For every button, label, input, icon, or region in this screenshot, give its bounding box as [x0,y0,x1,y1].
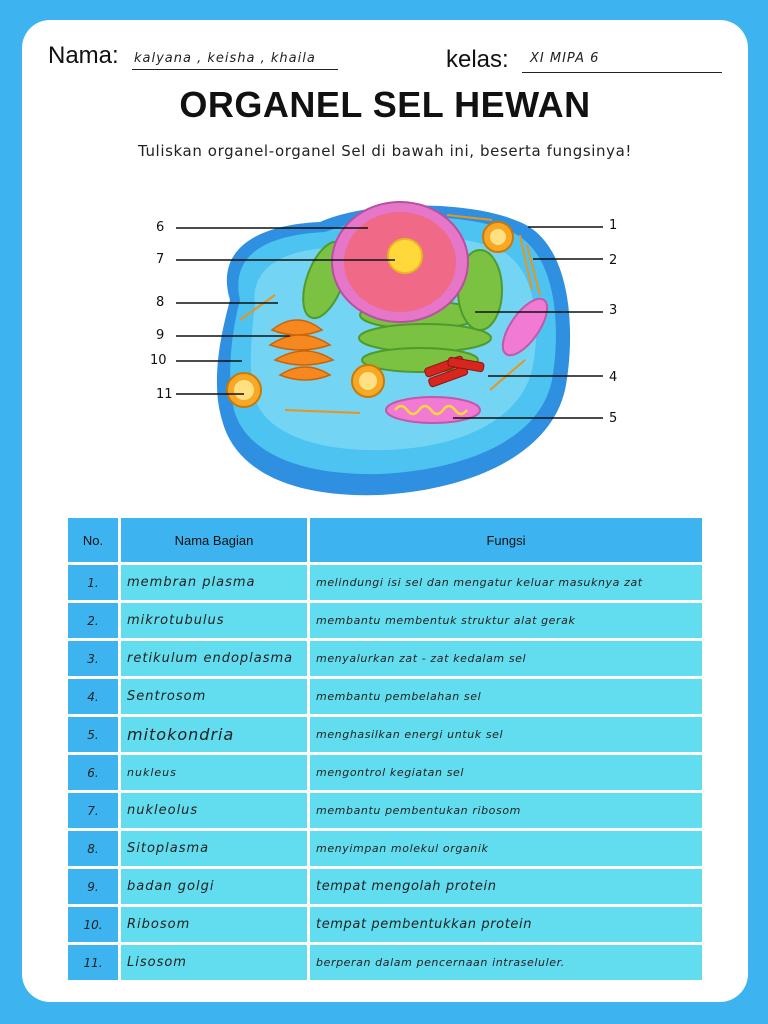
row-number: 8. [68,831,118,866]
table-row [68,565,702,600]
organelle-function: menyimpan molekul organik [310,831,702,866]
table-row [68,945,702,980]
label-3: 3 [609,303,618,318]
organelle-function: membantu membentuk struktur alat gerak [310,603,702,638]
organelle-name: Lisosom [121,945,307,980]
row-number: 11. [68,945,118,980]
instruction-text: Tuliskan organel-organel Sel di bawah ini, beserta fungsinya! [137,142,633,160]
row-number: 6. [68,755,118,790]
table-row [68,679,702,714]
organelle-function: tempat mengolah protein [310,869,702,904]
organelle-function: berperan dalam pencernaan intraseluler. [310,945,702,980]
table-row [68,755,702,790]
table-row [68,641,702,676]
organelle-name: membran plasma [121,565,307,600]
label-6: 6 [156,220,165,235]
organelle-name: retikulum endoplasma [121,641,307,676]
row-number: 5. [68,717,118,752]
organelle-table [65,515,705,983]
table-row [68,907,702,942]
label-5: 5 [609,411,618,426]
organelle-name: mitokondria [121,717,307,752]
cell-illustration [217,202,570,495]
page-title: ORGANEL SEL HEWAN [179,84,591,125]
class-label: kelas: [446,46,509,73]
organelle-function: mengontrol kegiatan sel [310,755,702,790]
table-row [68,717,702,752]
organelle-name: nukleolus [121,793,307,828]
organelle-name: nukleus [121,755,307,790]
row-number: 7. [68,793,118,828]
row-number: 4. [68,679,118,714]
label-2: 2 [609,253,618,268]
label-7: 7 [156,252,165,267]
animal-cell-diagram [0,0,768,510]
organelle-function: membantu pembelahan sel [310,679,702,714]
organelle-name: badan golgi [121,869,307,904]
label-4: 4 [609,370,618,385]
row-number: 9. [68,869,118,904]
label-1: 1 [609,218,618,233]
organelle-name: Ribosom [121,907,307,942]
organelle-function: melindungi isi sel dan mengatur keluar masuknya zat [310,565,702,600]
organelle-function: menyalurkan zat - zat kedalam sel [310,641,702,676]
label-9: 9 [156,328,165,343]
table-header-row [68,518,702,562]
table-row [68,831,702,866]
row-number: 10. [68,907,118,942]
label-8: 8 [156,295,165,310]
table-row [68,603,702,638]
label-11: 11 [156,387,173,402]
name-label: Nama: [48,42,119,69]
label-10: 10 [150,353,167,368]
table-row [68,793,702,828]
row-number: 2. [68,603,118,638]
organelle-name: mikrotubulus [121,603,307,638]
class-value: XI MIPA 6 [530,51,600,66]
table-row [68,869,702,904]
organelle-function: membantu pembentukan ribosom [310,793,702,828]
header-name: Nama Bagian [121,518,307,562]
row-number: 3. [68,641,118,676]
header-function: Fungsi [310,518,702,562]
organelle-name: Sitoplasma [121,831,307,866]
organelle-name: Sentrosom [121,679,307,714]
row-number: 1. [68,565,118,600]
organelle-function: menghasilkan energi untuk sel [310,717,702,752]
header-no: No. [68,518,118,562]
name-value: kalyana , keisha , khaila [134,51,316,66]
organelle-function: tempat pembentukkan protein [310,907,702,942]
